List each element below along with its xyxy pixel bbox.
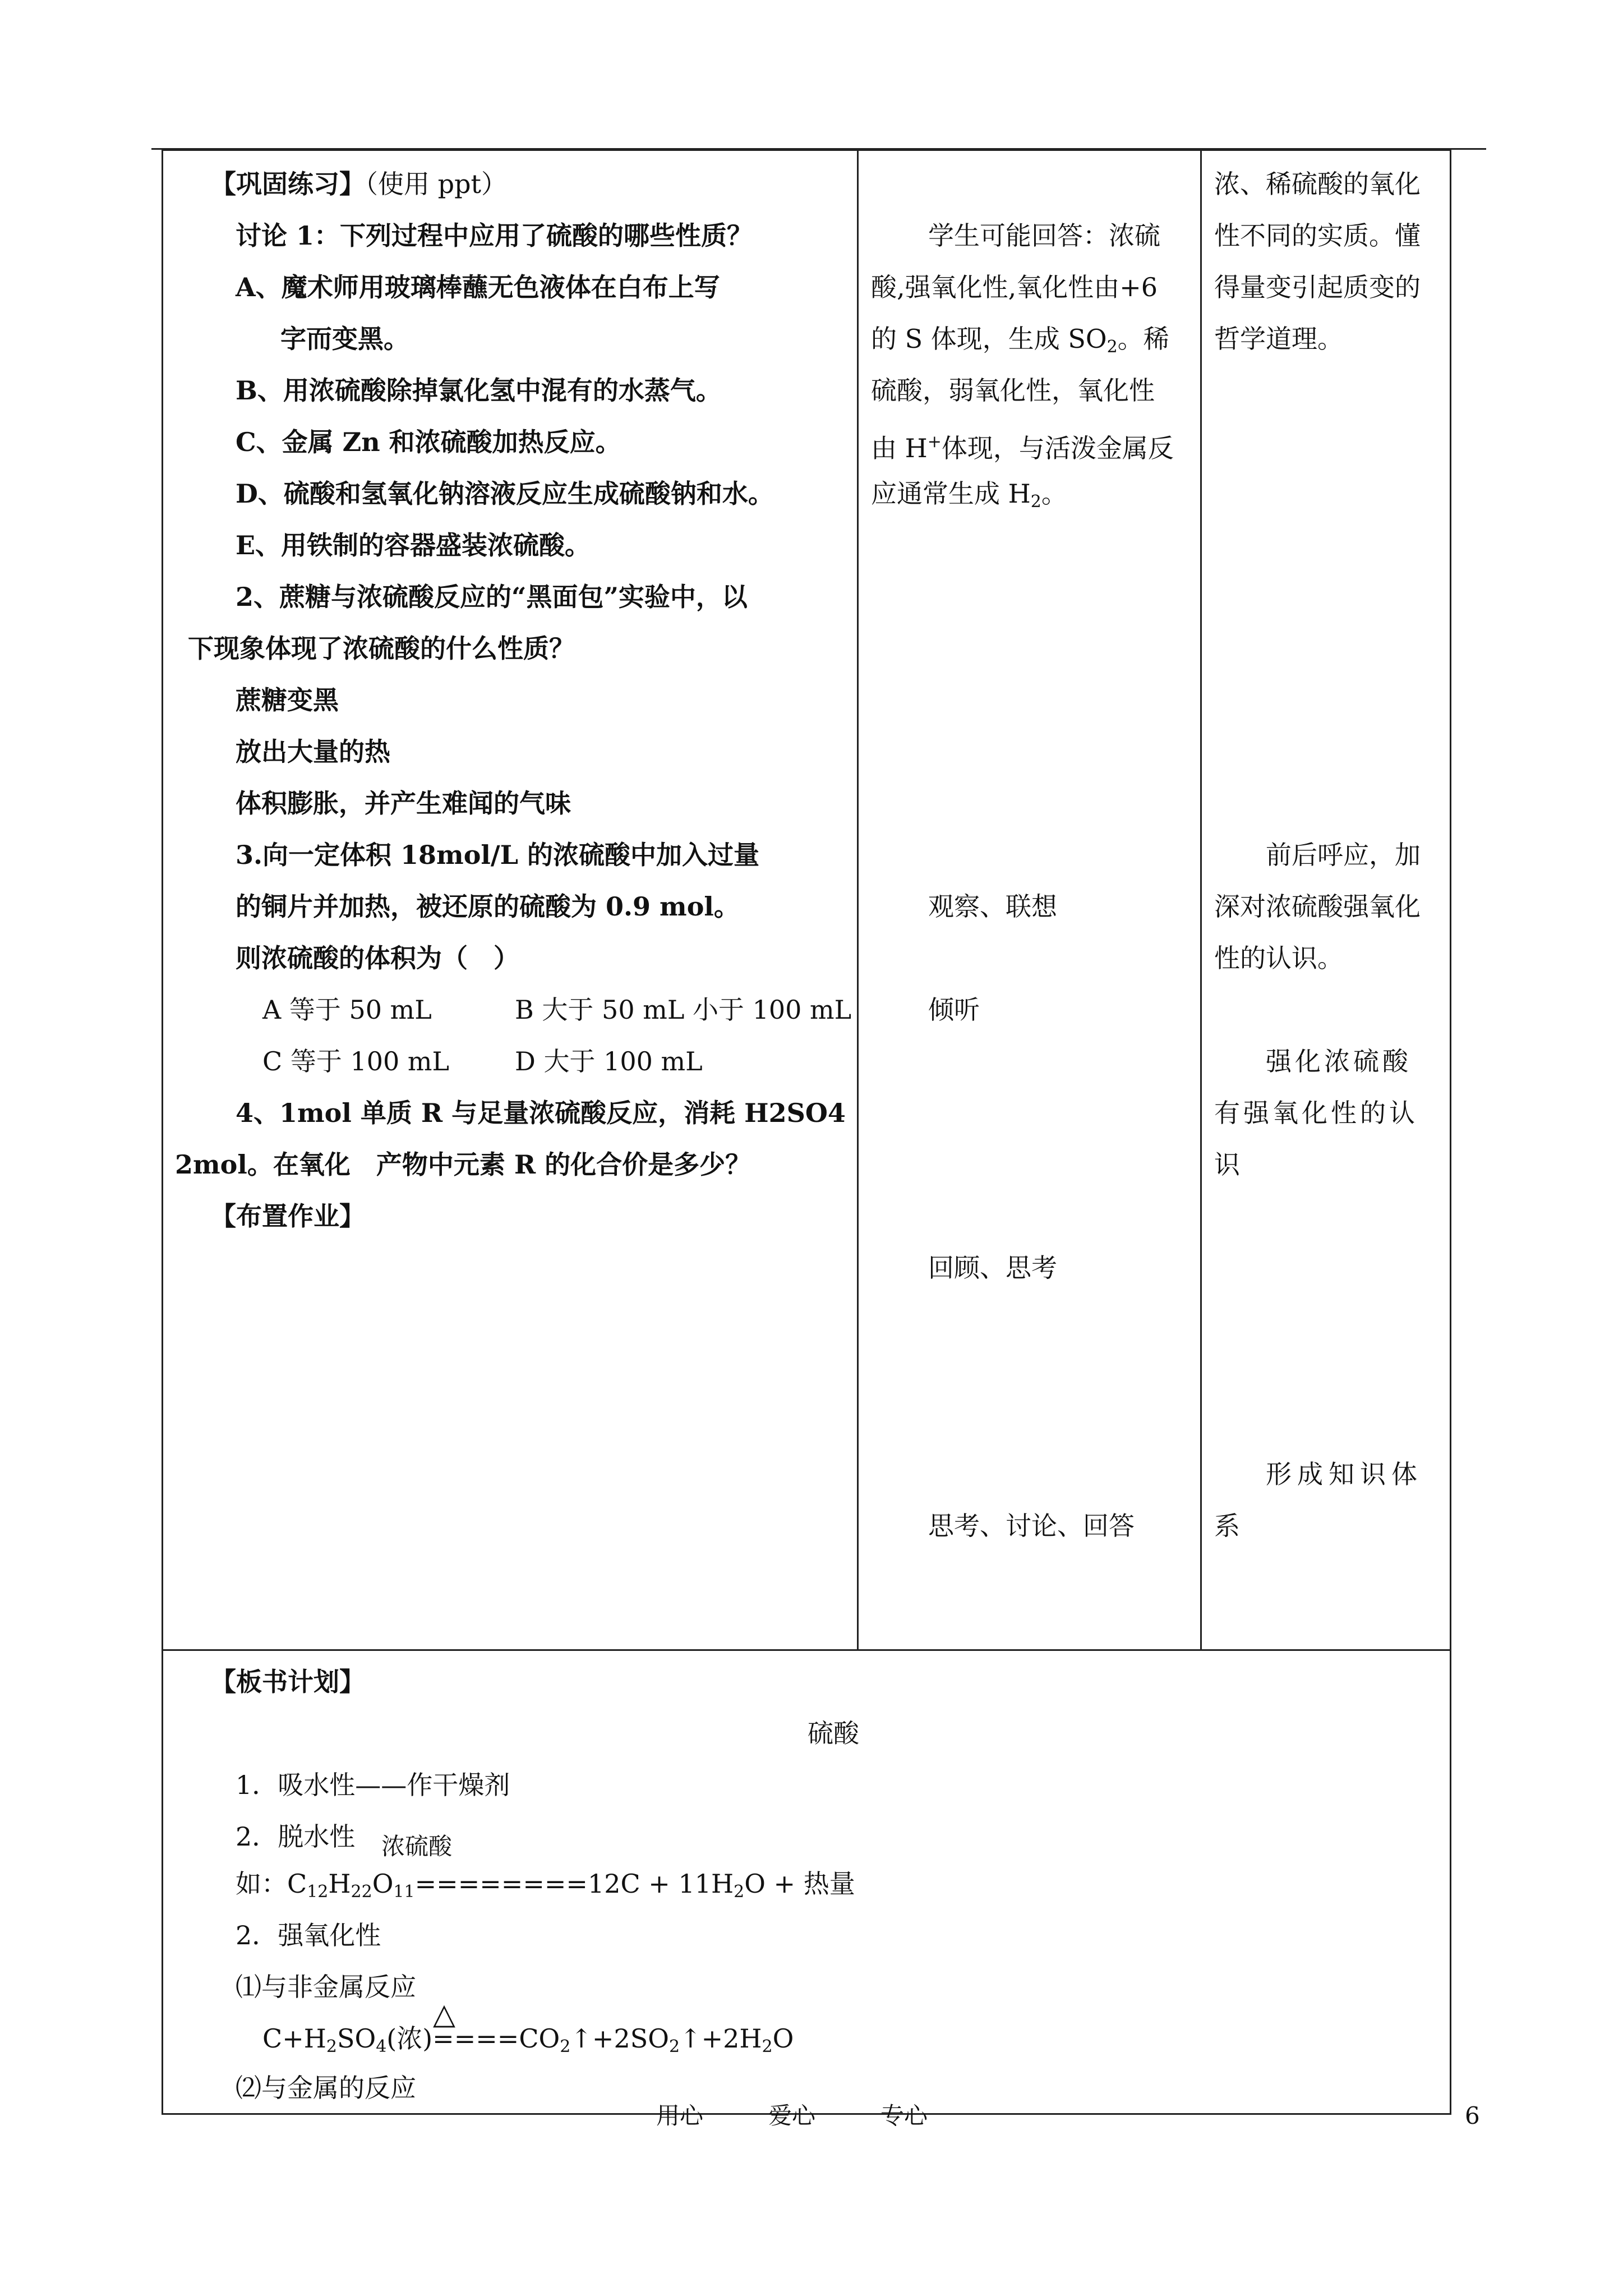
question-3-line1: 3.向一定体积 18mol/L 的浓硫酸中加入过量 — [236, 840, 760, 870]
subscript: 2 — [1030, 492, 1041, 512]
eq-text: 如：C — [236, 1869, 307, 1899]
question-3-option-a: A 等于 50 mL — [262, 995, 432, 1025]
question-2-line2: 下现象体现了浓硫酸的什么性质？ — [188, 633, 575, 664]
activity-review: 回顾、思考 — [928, 1253, 1057, 1283]
row-divider — [162, 1649, 1451, 1651]
question-2-item-2: 放出大量的热 — [236, 737, 390, 767]
question-2-item-1: 蔗糖变黑 — [236, 685, 339, 715]
intent-4: 形成知识体系 — [1214, 1459, 1423, 1541]
subscript: 2 — [734, 1882, 745, 1902]
student-answer-line6 — [871, 468, 1067, 528]
column-divider-2 — [1200, 149, 1202, 1651]
answer-text: 。稀 — [1117, 324, 1169, 354]
subscript: 22 — [351, 1882, 372, 1902]
section-note: （使用 ppt） — [365, 169, 507, 199]
student-answer-line4: 硫酸，弱氧化性，氧化性 — [871, 375, 1155, 406]
footer-motto-2: 爱心 — [768, 2102, 816, 2129]
board-item-3: 2．强氧化性 — [236, 1920, 381, 1950]
intent-2: 前后呼应，加深对浓硫酸强氧化性的认识。 — [1214, 840, 1421, 973]
subscript: 2 — [326, 2037, 337, 2056]
subscript: 2 — [1106, 337, 1118, 357]
activity-observe: 观察、联想 — [928, 891, 1057, 922]
eq-text: ↑+2H — [680, 2023, 762, 2054]
catalyst-label: 浓硫酸 — [381, 1833, 453, 1860]
answer-text: 。 — [1041, 478, 1067, 509]
footer-motto-3: 专心 — [880, 2102, 928, 2129]
answer-text: 体现，与活泼金属反 — [941, 433, 1174, 463]
activity-discuss: 思考、讨论、回答 — [928, 1511, 1135, 1541]
eq-text: O + 热量 — [744, 1869, 855, 1899]
eq-text: ↑+2SO — [570, 2023, 669, 2054]
question-3-option-b: B 大于 50 mL 小于 100 mL — [515, 995, 852, 1025]
intent-1: 浓、稀硫酸的氧化性不同的实质。懂得量变引起质变的哲学道理。 — [1214, 169, 1421, 354]
eq-text: O — [772, 2023, 794, 2054]
question-1-option-b: B、用浓硫酸除掉氯化氢中混有的水蒸气。 — [236, 375, 722, 406]
question-4-line2: 2mol。在氧化 产物中元素 R 的化合价是多少？ — [175, 1149, 751, 1180]
eq-text: O — [372, 1869, 394, 1899]
question-3-line3: 则浓硫酸的体积为（ ） — [236, 943, 519, 973]
question-1-title: 讨论 1：下列过程中应用了硫酸的哪些性质？ — [236, 220, 753, 251]
answer-text: 的 S 体现，生成 SO — [871, 324, 1107, 354]
board-item-1: 1．吸水性——作干燥剂 — [236, 1770, 510, 1800]
column-divider-1 — [857, 149, 859, 1651]
student-answer-line2: 酸,强氧化性,氧化性由+6 — [871, 272, 1158, 302]
board-sub-1: ⑴与非金属反应 — [236, 1972, 416, 2002]
subscript: 2 — [668, 2037, 680, 2056]
subscript: 11 — [393, 1882, 415, 1902]
question-1-option-e: E、用铁制的容器盛装浓硫酸。 — [236, 530, 591, 560]
eq-text: SO — [336, 2023, 376, 2054]
question-3-option-c: C 等于 100 mL — [262, 1046, 450, 1076]
eq-text: ========12C + 11H — [414, 1869, 734, 1899]
question-2-item-3: 体积膨胀，并产生难闻的气味 — [236, 788, 571, 818]
activity-listen: 倾听 — [928, 995, 980, 1025]
answer-text: 由 H — [871, 433, 928, 463]
answer-text: 应通常生成 H — [871, 478, 1031, 509]
subscript: 2 — [560, 2037, 571, 2056]
board-item-2: 2．脱水性 — [236, 1821, 356, 1852]
subscript: 2 — [762, 2037, 773, 2056]
section-title: 【巩固练习】 — [210, 169, 365, 199]
board-center-title: 硫酸 — [808, 1718, 859, 1749]
footer-motto-1: 用心 — [656, 2102, 704, 2129]
heat-triangle-icon: △ — [433, 1998, 455, 2031]
intent-3: 强化浓硫酸有强氧化性的认识 — [1214, 1046, 1418, 1180]
question-3-option-d: D 大于 100 mL — [515, 1046, 703, 1076]
question-3-line2: 的铜片并加热，被还原的硫酸为 0.9 mol。 — [236, 891, 740, 922]
exercise-heading — [210, 158, 507, 210]
question-2-line1: 2、蔗糖与浓硫酸反应的“黑面包”实验中，以 — [236, 582, 748, 612]
question-1-option-d: D、硫酸和氢氧化钠溶液反应生成硫酸钠和水。 — [236, 478, 774, 509]
dehydration-equation — [236, 1858, 855, 1918]
eq-text: C+H — [262, 2023, 326, 2054]
question-1-option-c: C、金属 Zn 和浓硫酸加热反应。 — [236, 427, 621, 457]
eq-text: (浓)====CO — [386, 2023, 560, 2054]
subscript: 4 — [376, 2037, 387, 2056]
student-answer-line5 — [871, 416, 1174, 474]
subscript: 12 — [307, 1882, 329, 1902]
board-plan-title: 【板书计划】 — [210, 1667, 365, 1697]
question-1-option-a-line1: A、魔术师用玻璃棒蘸无色液体在白布上写 — [236, 272, 720, 302]
board-sub-2: ⑵与金属的反应 — [236, 2073, 416, 2103]
student-answer-line3 — [871, 313, 1169, 373]
question-4-line1: 4、1mol 单质 R 与足量浓硫酸反应，消耗 H2SO4 — [236, 1098, 846, 1128]
homework-title: 【布置作业】 — [210, 1201, 365, 1231]
student-answer-line1: 学生可能回答：浓硫 — [928, 220, 1160, 251]
eq-text: H — [328, 1869, 351, 1899]
superscript: + — [927, 432, 942, 452]
question-1-option-a-line2: 字而变黑。 — [280, 324, 409, 354]
page-number: 6 — [1465, 2102, 1480, 2129]
